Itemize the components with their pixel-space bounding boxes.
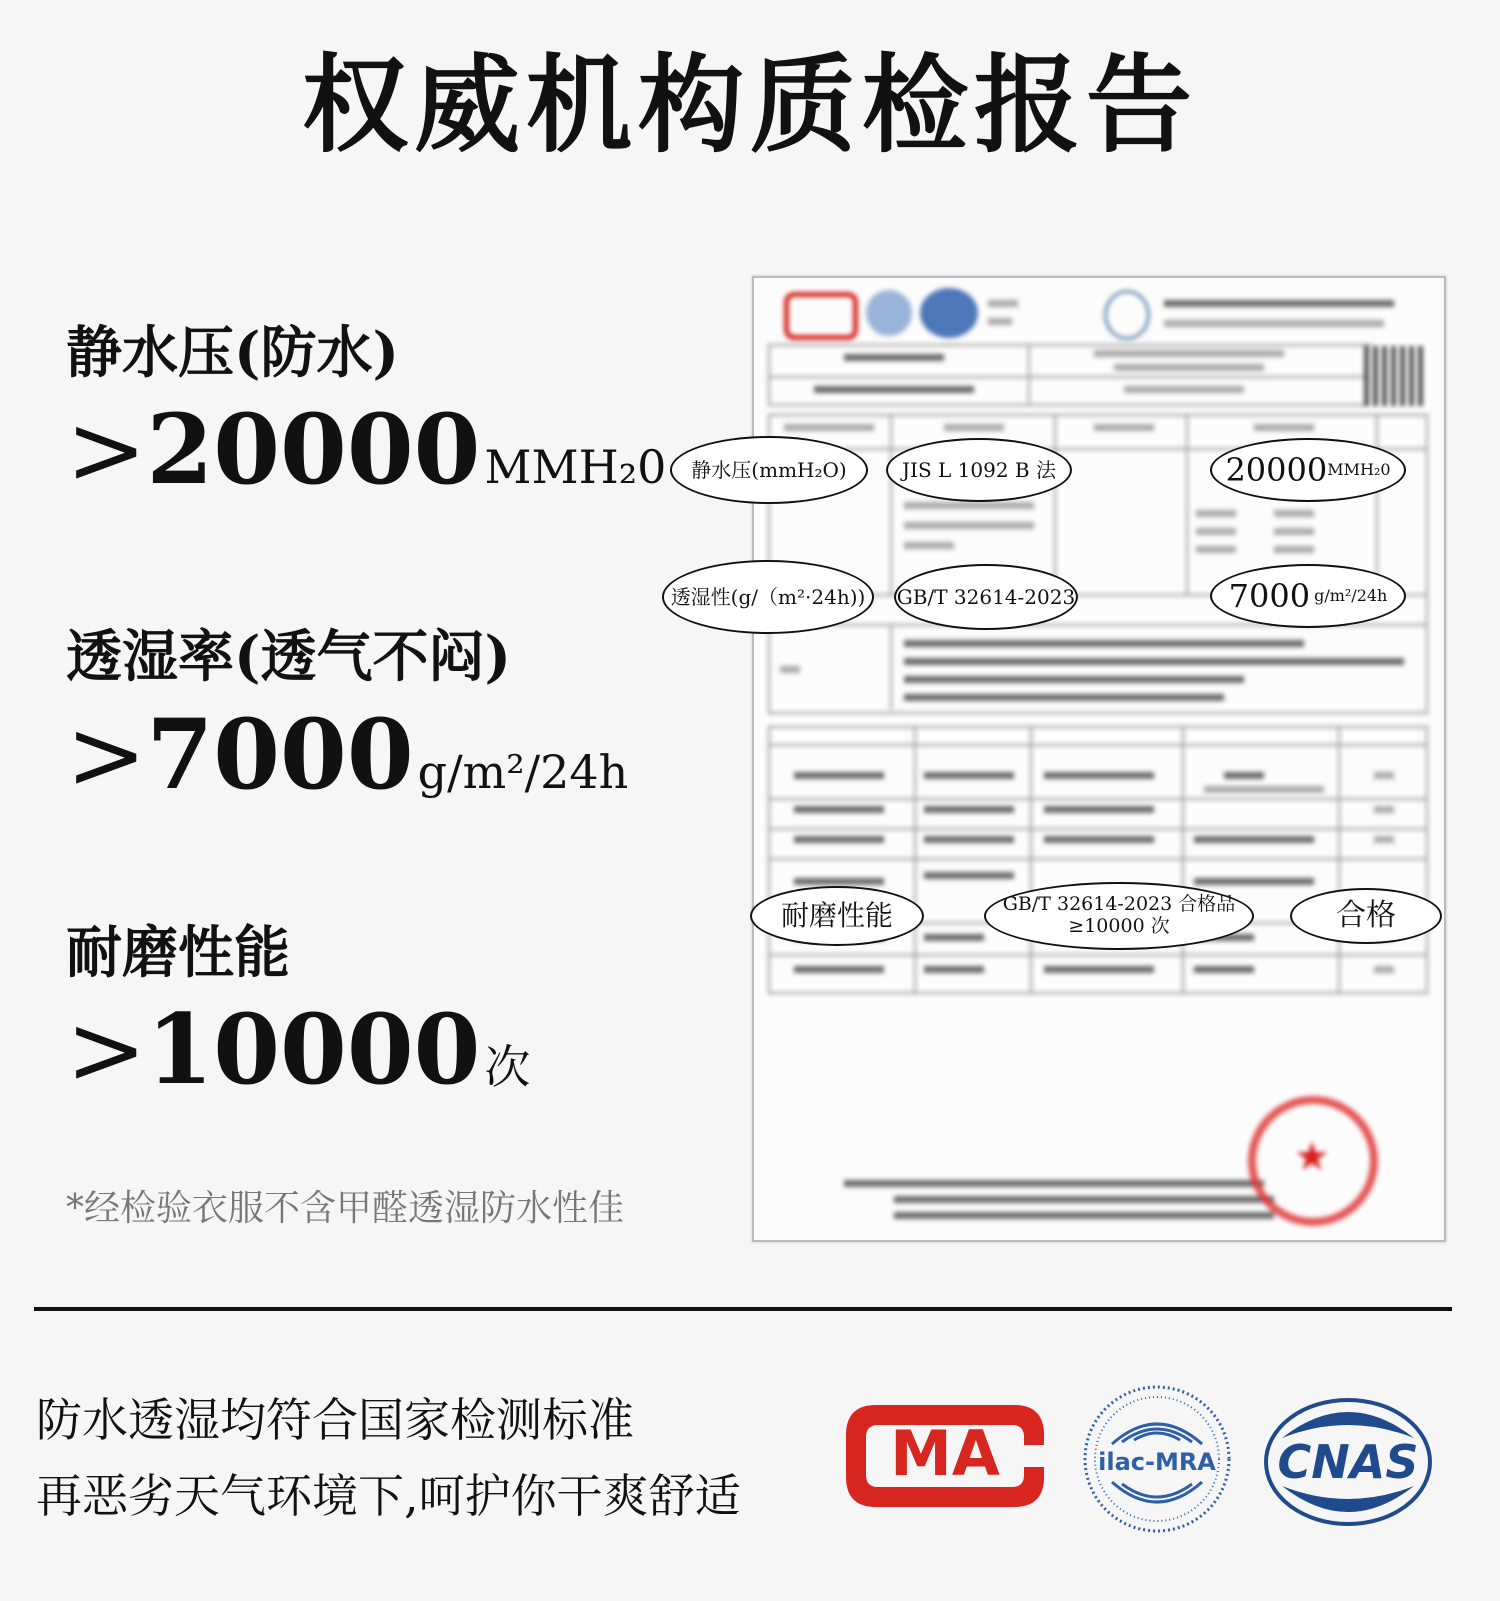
callout-abrasion-method	[984, 882, 1254, 950]
metric-value-abrasion	[66, 995, 530, 1122]
callout-text: 透湿性(g/（m²·24h))	[670, 584, 866, 609]
report-blurred-content	[754, 278, 1444, 1240]
callout-text: GB/T 32614-2023 合格品	[1002, 893, 1236, 916]
callout-text: ≥10000 次	[1068, 915, 1170, 937]
ilac-mra-logo	[1082, 1384, 1232, 1534]
metric-unit: MMH₂0	[484, 440, 667, 494]
callout-breathability-label	[662, 560, 874, 634]
metric-unit: 次	[484, 1040, 531, 1094]
report-cnas-logo	[920, 288, 978, 338]
metric-label-breathability: 透湿率(透气不闷)	[66, 624, 511, 690]
metric-label-waterproof: 静水压(防水)	[66, 320, 399, 386]
metric-number: 10000	[146, 993, 481, 1106]
callout-unit: MMH₂0	[1327, 459, 1391, 479]
ma-logo	[836, 1397, 1054, 1515]
metric-prefix: >	[66, 394, 147, 506]
metric-label-abrasion: 耐磨性能	[66, 920, 290, 986]
cnas-logo-text: CNAS	[1277, 1435, 1419, 1489]
metric-number: 7000	[146, 698, 414, 811]
metric-value-breathability	[66, 700, 628, 827]
ma-logo-text: MA	[890, 1417, 1000, 1490]
report-qr-code	[1364, 346, 1424, 406]
callout-breathability-method	[894, 564, 1078, 630]
metric-prefix: >	[66, 699, 147, 811]
page-title: 权威机构质检报告	[302, 42, 1198, 167]
report-uts-logo	[1104, 290, 1150, 340]
callout-breathability-result	[1210, 564, 1406, 628]
section-divider	[34, 1307, 1452, 1311]
ilac-logo-text: ilac-MRA	[1098, 1448, 1216, 1476]
callout-text: 耐磨性能	[780, 898, 893, 932]
footer-line-2: 再恶劣天气环境下,呵护你干爽舒适	[36, 1469, 741, 1523]
callout-hydrostatic-result	[1210, 438, 1406, 502]
callout-abrasion-result	[1290, 888, 1442, 944]
report-ma-logo	[784, 292, 858, 340]
test-report-image	[670, 276, 1446, 1242]
metric-unit: g/m²/24h	[417, 745, 629, 799]
note-text: *经检验衣服不含甲醛透湿防水性佳	[66, 1188, 625, 1229]
metric-prefix: >	[66, 994, 147, 1106]
callout-text: 合格	[1336, 897, 1396, 933]
report-ilac-logo	[866, 290, 912, 336]
cnas-logo	[1258, 1392, 1438, 1532]
callout-hydrostatic-method	[886, 438, 1072, 502]
metric-value-waterproof	[66, 395, 666, 522]
callout-text: 静水压(mmH₂O)	[691, 457, 847, 482]
callout-text: GB/T 32614-2023	[896, 584, 1076, 609]
footer-line-1: 防水透湿均符合国家检测标准	[36, 1393, 634, 1447]
callout-value: 7000	[1228, 576, 1311, 615]
callout-value: 20000	[1225, 450, 1328, 489]
callout-abrasion-label	[750, 886, 924, 946]
metric-number: 20000	[146, 393, 481, 506]
callout-hydrostatic-label	[670, 436, 868, 504]
callout-text: JIS L 1092 B 法	[902, 457, 1056, 482]
stamp-star-icon: ★	[1294, 1134, 1330, 1180]
callout-unit: g/m²/24h	[1314, 585, 1388, 605]
